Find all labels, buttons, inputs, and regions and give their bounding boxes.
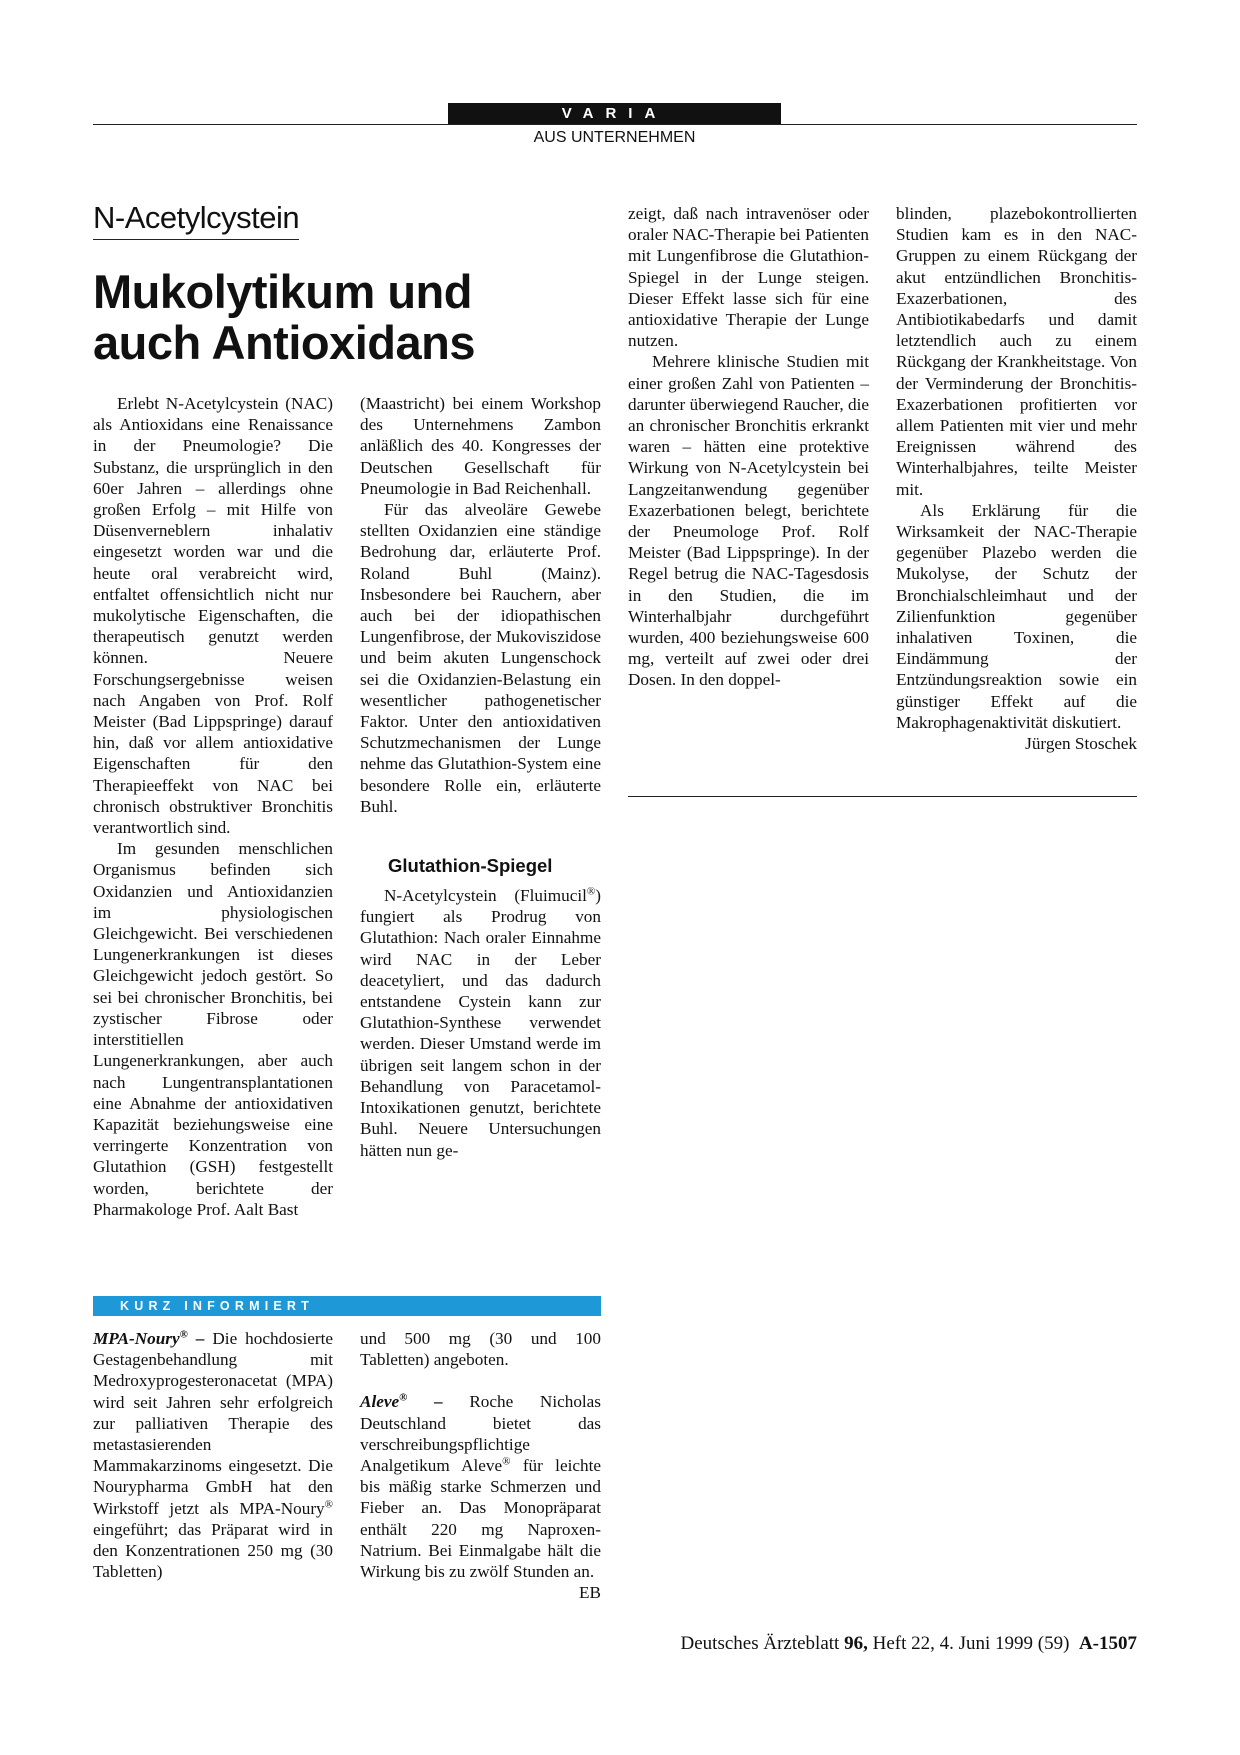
article-kicker: N-Acetylcystein: [93, 200, 299, 240]
subsection-label: AUS UNTERNEHMEN: [533, 129, 696, 146]
kurz-paragraph: Aleve® – Roche Nicholas Deutschland bietet das verschreibungspflichtige Analgetikum Aleve® für leichte bis mäßig starke Schmerzen und Fieber an. Das Monopräparat enthält 220 mg Naproxen-Natrium. Bei Einmalgabe hält die Wirkung bis zu zwölf Stunden an.: [360, 1391, 601, 1582]
header-rule: [93, 124, 1137, 125]
article-paragraph: blinden, plazebokontrollierten Studien kam es in den NAC-Gruppen zu einem Rückgang der akut entzündlichen Bronchitis-Exazerbationen, des Antibiotikabedarfs und damit letztendlich auch zu einem Rückgang der Krankheitstage. Von der Verminderung der Bronchitis-Exazerbationen profitierten vor allem Patienten mit vier und mehr Ereignissen während des Winterhalbjahres, teilte Meister mit.: [896, 204, 1137, 499]
headline-line-1: Mukolytikum und: [93, 265, 472, 318]
headline-line-2: auch Antioxidans: [93, 316, 475, 369]
article-column-2: [360, 393, 601, 1161]
author-line: [896, 733, 1137, 754]
article-paragraph: Erlebt N-Acetylcystein (NAC) als Antioxidans eine Renaissance in der Pneumologie? Die Substanz, die ursprünglich in den 60er Jahren – allerdings ohne großen Erfolg – mit Hilfe von Düsenverneblern inhalativ eingesetzt worden war und die heute oral verabreicht wird, entfaltet offensichtlich nicht nur mukolytische Eigenschaften, die therapeutisch genutzt werden können. Neuere Forschungsergebnisse weisen nach Angaben von Prof. Rolf Meister (Bad Lippspringe) darauf hin, daß vor allem antioxidative Eigenschaften für den Therapieeffekt von NAC bei chronisch obstruktiver Bronchitis verantwortlich sind.: [93, 394, 333, 838]
kurz-signature-line: [360, 1582, 601, 1603]
article-end-rule: [628, 796, 1137, 797]
article-column-3: [628, 203, 869, 691]
article-paragraph: Als Erklärung für die Wirksamkeit der NAC-Therapie gegenüber Plazebo werden die Mukolyse, der Schutz der Bronchialschleimhaut und der Zilienfunktion gegenüber inhalativen Toxinen, die Eindämmung der Entzündungsreaktion sowie ein günstiger Effekt auf die Makrophagenaktivität diskutiert.: [896, 500, 1137, 732]
footer-page-number: A-1507: [1078, 1633, 1137, 1654]
article-column-1: [93, 393, 333, 1220]
kurz-paragraph: und 500 mg (30 und 100 Tabletten) angeboten.: [360, 1329, 601, 1370]
article-paragraph: zeigt, daß nach intravenöser oder oraler NAC-Therapie bei Patienten mit Lungenfibrose die Glutathion-Spiegel in der Lunge steigen. Dieser Effekt lasse sich für eine antioxidative Therapie der Lunge nutzen.: [628, 204, 870, 351]
article-paragraph: N-Acetylcystein (Fluimucil®) fungiert als Prodrug von Glutathion: Nach oraler Einnahme wird NAC in der Leber deacetyliert, und das dadurch entstandene Cystein kann zur Glutathion-Synthese verwendet werden. Dieser Umstand werde im übrigen seit langem schon in der Behandlung von Paracetamol-Intoxikationen genutzt, berichtete Buhl. Neuere Untersuchungen hätten nun ge-: [360, 885, 601, 1160]
article-paragraph: Für das alveoläre Gewebe stellten Oxidanzien eine ständige Bedrohung dar, erläuterte Prof. Roland Buhl (Mainz). Insbesondere bei Rauchern, aber auch bei der idiopathischen Lungenfibrose, der Mukoviszidose und beim akuten Lungenschock sei die Oxidanzien-Belastung ein wesentlicher pathogenetischer Faktor. Unter den antioxidativen Schutzmechanismen der Lunge nehme das Glutathion-System eine besondere Rolle ein, erläuterte Buhl.: [360, 500, 601, 816]
article-column-4: [896, 203, 1137, 754]
article-subheading: Glutathion-Spiegel: [388, 855, 553, 877]
article-paragraph: Im gesunden menschlichen Organismus befinden sich Oxidanzien und Antioxidanzien im physiologischen Gleichgewicht. Bei verschiedenen Lungenerkrankungen ist dieses Gleichgewicht jedoch gestört. So sei bei chronischer Bronchitis, bei zystischer Fibrose oder interstitiellen Lungenerkrankungen, aber auch nach Lungentransplantationen eine Abnahme der antioxidativen Kapazität beziehungsweise eine verringerte Konzentration von Glutathion (GSH) festgestellt worden, berichtete der Pharmakologe Prof. Aalt Bast: [93, 839, 333, 1219]
kurz-informiert-bar: KURZ INFORMIERT: [93, 1296, 601, 1316]
author-name: Jürgen Stoschek: [1025, 734, 1137, 754]
footer-issue: Heft 22, 4. Juni 1999 (59): [872, 1633, 1070, 1654]
footer-journal: Deutsches Ärzteblatt: [680, 1633, 840, 1654]
kurz-column-1: [93, 1328, 333, 1582]
kurz-item-name: Aleve: [360, 1392, 400, 1412]
section-label: VARIA: [448, 103, 781, 125]
article-headline: [93, 266, 593, 368]
kurz-signature: EB: [579, 1583, 601, 1603]
kurz-item-name: MPA-Noury: [93, 1329, 180, 1348]
kurz-column-2: [360, 1328, 601, 1603]
page-footer: [681, 1633, 1137, 1655]
article-paragraph: Mehrere klinische Studien mit einer großen Zahl von Patienten – darunter überwiegend Raucher, die an chronischer Bronchitis erkrankt waren – hätten eine protektive Wirkung von N-Acetylcystein bei Langzeitanwendung gegenüber Exazerbationen belegt, berichtete der Pneumologe Prof. Rolf Meister (Bad Lippspringe). In der Regel betrug die NAC-Tagesdosis in den Studien, die im Winterhalbjahr durchgeführt wurden, 400 beziehungsweise 600 mg, verteilt auf zwei oder drei Dosen. In den doppel-: [628, 352, 869, 690]
kurz-paragraph: MPA-Noury® – Die hochdosierte Gestagenbehandlung mit Medroxyprogesteronacetat (MPA) wird seit Jahren sehr erfolgreich zur palliativen Therapie des metastasierenden Mammakarzinoms eingesetzt. Die Nourypharma GmbH hat den Wirkstoff jetzt als MPA-Noury® eingeführt; das Präparat wird in den Konzentrationen 250 mg (30 Tabletten): [93, 1328, 334, 1582]
article-paragraph: (Maastricht) bei einem Workshop des Unternehmens Zambon anläßlich des 40. Kongresses der Deutschen Gesellschaft für Pneumologie in Bad Reichenhall.: [360, 394, 601, 498]
footer-volume: 96,: [844, 1633, 868, 1654]
